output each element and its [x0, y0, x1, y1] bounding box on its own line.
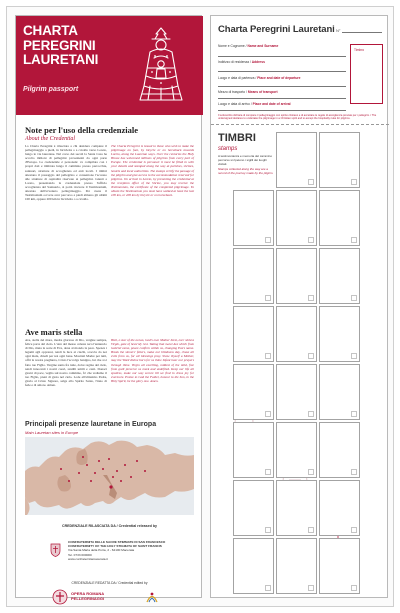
serial-prefix: N° — [336, 28, 341, 33]
stamp-box[interactable] — [276, 538, 317, 594]
form-title: Charta Peregrini Lauretani — [218, 24, 335, 35]
notes-text-italian: La Charta Peregrini è rilasciata a chi desidera compiere il pellegrinaggio a piedi, in bicicletta o a cavallo verso Loreto, lungo le vie lauretane. Nel corso dei secoli la Santa Casa ha accolto milioni di pellegrini provenienti da ogni parte d'Europa. La credenziale è personale: va compilata con i propri dati e timbrata lungo il cammino presso parrocchie, santuari, strutture di accoglienza ed enti locali. I timbri attestano il passaggio del pellegrino e consentono l'accesso alle strutture di ospitalità riservate ai pellegrini. Giunti a Loreto, presentando la credenziale presso l'ufficio accoglienza del Santuario, si potrà ricevere il Testimonium, attestato dell'avvenuto pellegrinaggio. Per avere il Testimonium occorre aver percorso a piedi almeno gli ultimi 100 km, oppure 200 km in bicicletta o a cavallo. — [25, 144, 107, 202]
stamp-box[interactable] — [319, 248, 360, 304]
stamp-box[interactable] — [233, 190, 274, 246]
front-panel — [15, 15, 202, 601]
prayer-heading: Ave maris stella — [25, 327, 83, 337]
field-label-en: Means of transport — [247, 90, 278, 94]
field-departure-label: Luogo e data di partenza / Place and date of departure — [218, 76, 301, 80]
stamp-box[interactable] — [276, 190, 317, 246]
confraternity-crest-icon — [50, 543, 61, 557]
issuer-line: CONFRATERNITY OF THE HOLY STIGMATA OF SAINT FRANCIS — [68, 544, 162, 549]
issuer-line: CONFRATERNITA DELLE SACRE STIMMATE DI SAN FRANCESCO — [68, 540, 166, 544]
back-panel — [210, 15, 388, 598]
cover-title-line: CHARTA — [23, 23, 78, 38]
cover-title — [23, 24, 123, 68]
serial-number-field[interactable] — [342, 32, 382, 33]
stamp-box[interactable] — [276, 480, 317, 536]
stamp-box[interactable] — [319, 190, 360, 246]
stamp-box[interactable] — [319, 132, 360, 188]
cover-title-line: LAURETANI — [23, 52, 99, 67]
stamp-box[interactable] — [319, 364, 360, 420]
field-label-en: Place and date of arrival — [252, 102, 291, 106]
field-transport-label: Mezzo di trasporto / Means of transport — [218, 90, 278, 94]
prayer-text-italian: Ave, stella del mare, madre gloriosa di Dio, vergine sempre, felice porta del cielo. L'Ave del messo celeste reca l'annuncio di Dio, muta la sorte di Eva, dona al mondo la pace. Spezza i legami agli oppressi, rendi la luce ai ciechi, scaccia da noi ogni male, chiedi per noi ogni bene. Mostrati Madre per tutti, offri la nostra preghiera, Cristo l'accolga benigno, lui che si è fatto tuo Figlio. Vergine santa fra tutte, dolce regina del cielo, rendi innocenti i nostri cuori, rendili umili e casti. Donaci giorni di pace, veglia sul nostro cammino, fa' che vediamo il tuo Figlio, pieni di gioia nel cielo. Lode all'altissimo Padre, gloria al Cristo Signore, salga allo Spirito Santo, l'inno di fede e di amore. Amen. — [25, 338, 107, 388]
map-subheading: Main Lauretan sites in Europe — [25, 430, 79, 435]
editor-caption: CREDENZIALE REDATTA DA / Credential edited by — [71, 581, 148, 585]
stamp-box[interactable] — [233, 422, 274, 478]
fold-divider — [211, 124, 389, 125]
departure-field[interactable] — [218, 86, 346, 87]
field-label-en: Address — [251, 60, 265, 64]
stamp-box[interactable] — [276, 306, 317, 362]
field-label-it: Luogo e data di arrivo — [218, 102, 250, 106]
seal-label: Timbro — [354, 48, 365, 52]
issuer-line: www.confraternitamacerata.it — [68, 556, 108, 561]
notes-text-english: The Charta Peregrini is issued to those who wish to make the pilgrimage on foot, by bicycle or on horseback towards Loreto, along the Lauretan ways. Over the centuries the Holy House has welcomed millions of pilgrims from every part of Europe. The credential is personal: it must be filled in with your details and stamped along the way at parishes, shrines, hostels and local authorities. The stamps certify the passage of the pilgrim and give access to the accommodation reserved for pilgrims. On arrival in Loreto, by presenting the credential at the reception office of the Shrine, you may receive the Testimonium, the certificate of the completed pilgrimage. To obtain the Testimonium you must have walked at least the last 100 km, or 200 km by bicycle or on horseback. — [111, 144, 194, 198]
opera-romana-logo — [52, 589, 68, 605]
field-label-en: Name and Surname — [247, 44, 279, 48]
stamp-box[interactable] — [319, 538, 360, 594]
field-address-label: Indirizzo di residenza / Address — [218, 60, 265, 64]
stamps-instructions-en: Stamps collected along the way are a record of the journey made by the pilgrim. — [218, 167, 274, 176]
cover-banner — [16, 16, 203, 115]
europe-map — [25, 437, 194, 515]
stamps-heading: TIMBRI — [218, 132, 256, 144]
org-name-line: OPERA ROMANA — [71, 591, 105, 596]
serial-number-label — [336, 28, 341, 33]
stamp-box[interactable] — [319, 306, 360, 362]
field-label-it: Nome e Cognome — [218, 44, 245, 48]
field-name-label: Nome e Cognome / Name and Surname — [218, 44, 279, 48]
opera-romana-name — [71, 592, 104, 601]
jubilee-logo — [144, 589, 160, 605]
notes-subheading: About the Credential — [25, 136, 76, 142]
stamp-box[interactable] — [233, 306, 274, 362]
prayer-text-english: Hail, o star of the ocean, God's own Mother blest, ever sinless Virgin, gate of heav'nly rest. Taking that sweet Ave which from Gabriel came, peace confirm within us, changing Eva's name. Break the sinners' fetters, make our blindness day, chase all evils from us, for all blessings pray. Show thyself a Mother, may the Word divine born for us thine Infant hear our prayers through thine. Virgin all excelling, mildest of the mild, free from guilt preserve us meek and undefiled. Keep our life all spotless, make our way secure till we find in Jesus joy for evermore. Praise to God the Father, honour to the Son, in the Holy Spirit, be the glory one. Amen. — [111, 338, 194, 383]
stamps-instructions-it: A testimonianza e memoria del cammino percorso si ripetono i sigilli dei luoghi visitati. — [218, 154, 273, 166]
field-label-en: Place and date of departure — [257, 76, 301, 80]
issuer-details — [68, 540, 178, 561]
stamps-instructions — [218, 155, 274, 176]
stamp-box[interactable] — [276, 364, 317, 420]
field-label-it: Indirizzo di residenza — [218, 60, 249, 64]
stamps-subheading: stamps — [218, 146, 238, 152]
org-name-line: PELLEGRINAGGI — [71, 595, 105, 601]
pilgrim-declaration: Il sottoscritto dichiara di compiere il pellegrinaggio con spirito cristiano e di accettare le regole di accoglienza previste per i pellegrini. / The undersigned declares to undertake the pilgrimage in a Christian spirit and to accept the hospitality rules for pilgrims. — [218, 114, 377, 121]
stamp-box[interactable] — [233, 364, 274, 420]
map-heading: Principali presenze lauretane in Europa — [25, 421, 157, 428]
issuer-line: Tel. 0733 000000 — [68, 552, 92, 557]
notes-heading: Note per l'uso della credenziale — [25, 125, 139, 135]
field-label-it: Mezzo di trasporto — [218, 90, 246, 94]
cover-subtitle: Pilgrim passport — [23, 86, 79, 93]
stamp-box[interactable] — [233, 538, 274, 594]
stamp-box[interactable] — [276, 132, 317, 188]
stamp-box[interactable] — [233, 248, 274, 304]
stamp-box[interactable] — [276, 248, 317, 304]
transport-field[interactable] — [218, 98, 346, 99]
credential-sheet — [6, 6, 394, 607]
issuer-caption: CREDENZIALE RILASCIATA DA / Credential released by — [61, 524, 158, 528]
stamp-box[interactable] — [233, 480, 274, 536]
issuer-stamp-box[interactable] — [350, 44, 383, 104]
cover-title-line: PEREGRINI — [23, 37, 96, 53]
issuer-line: Via Santa Maria della Porta, 2 - 62100 Macerata — [68, 548, 135, 553]
madonna-of-loreto-icon — [128, 24, 194, 108]
stamp-box[interactable] — [319, 480, 360, 536]
name-field[interactable] — [218, 56, 346, 57]
stamp-box[interactable] — [319, 422, 360, 478]
arrival-field[interactable] — [218, 110, 346, 111]
stamp-box[interactable] — [276, 422, 317, 478]
field-arrival-label: Luogo e data di arrivo / Place and date of arrival — [218, 102, 291, 106]
field-label-it: Luogo e data di partenza — [218, 76, 255, 80]
address-field[interactable] — [218, 71, 346, 72]
